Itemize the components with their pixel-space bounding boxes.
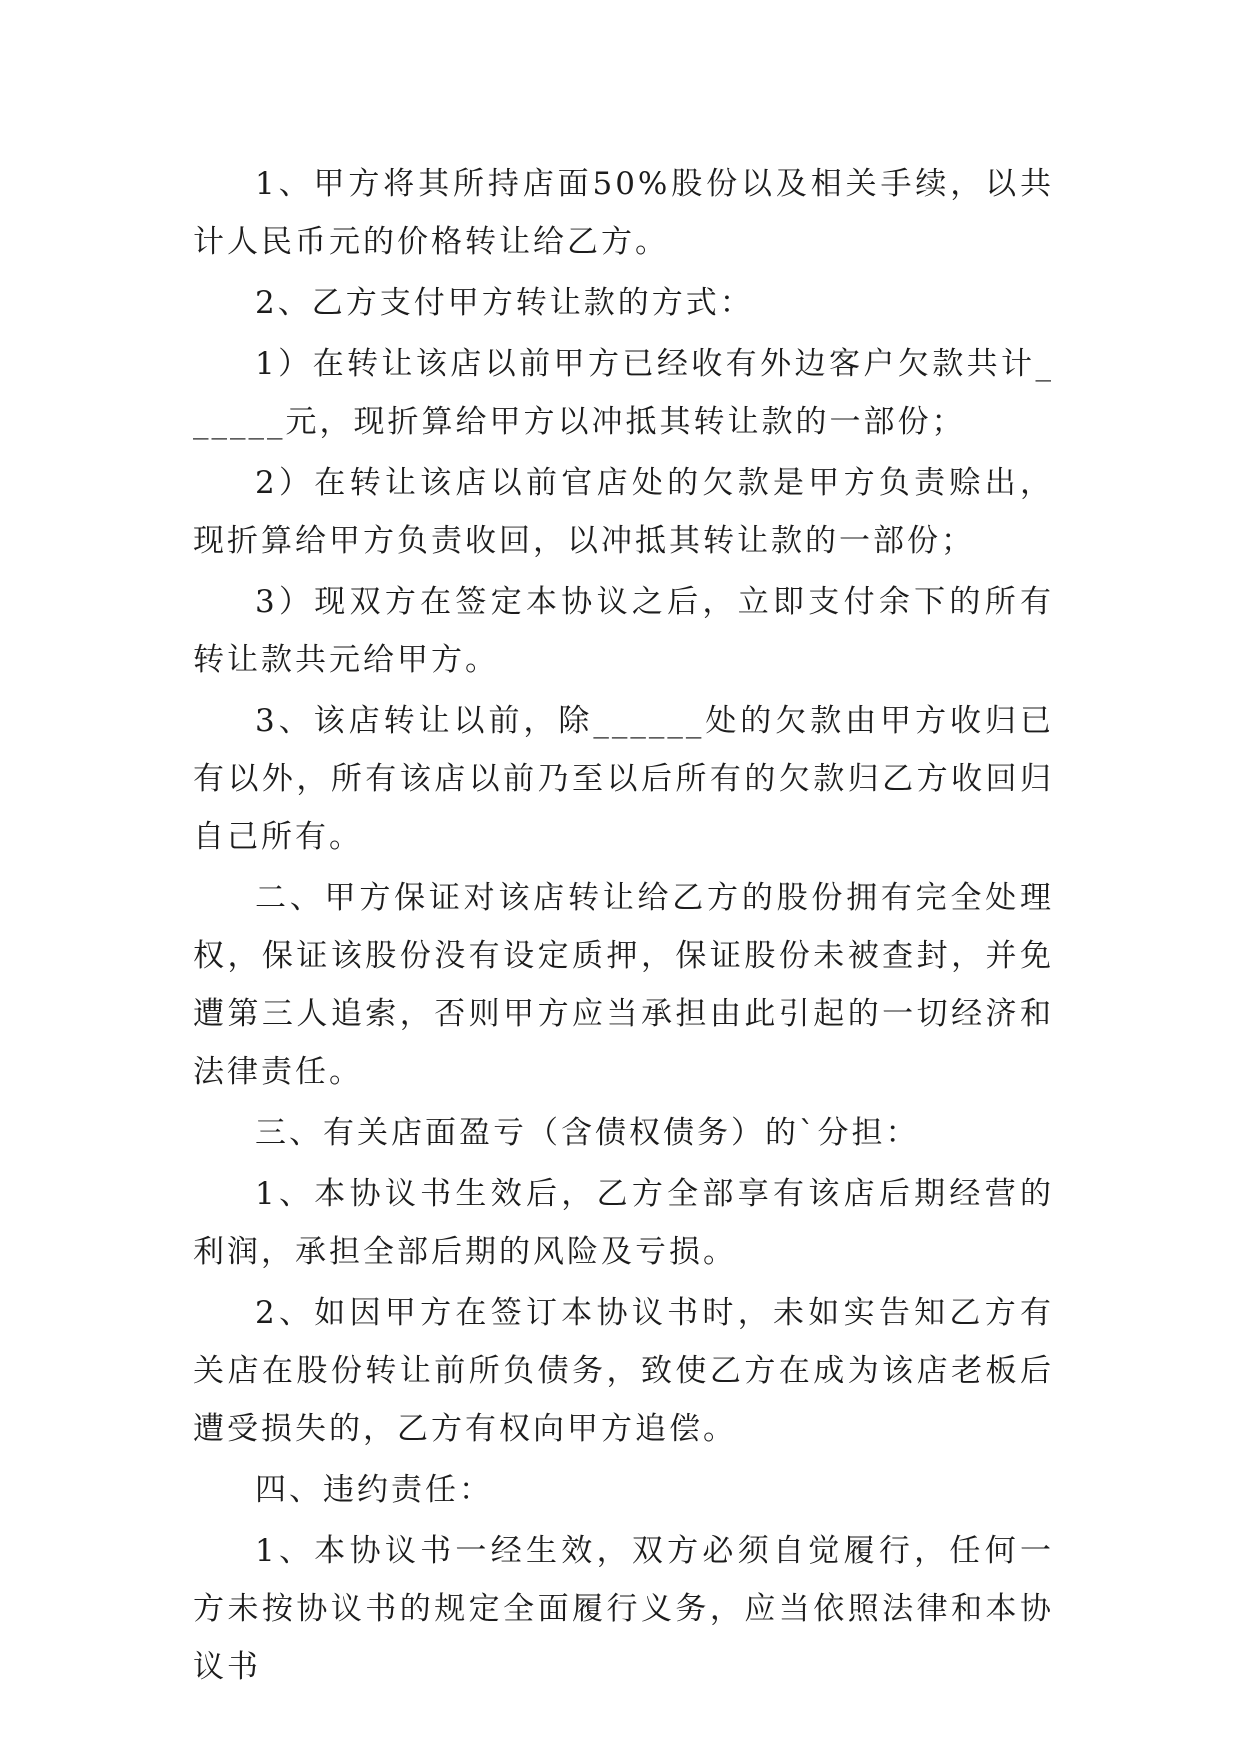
paragraph-payment-method-3: 3）现双方在签定本协议之后，立即支付余下的所有转让款共元给甲方。 <box>193 584 1054 678</box>
paragraph-section-2: 二、甲方保证对该店转让给乙方的股份拥有完全处理权，保证该股份没有设定质押，保证股份未被查封，并免遭第三人追索，否则甲方应当承担由此引起的一切经济和法律责任。 <box>193 880 1054 1090</box>
paragraph-clause-1-1: 1、甲方将其所持店面50%股份以及相关手续，以共计人民币元的价格转让给乙方。 <box>193 166 1054 260</box>
paragraph-clause-1-2: 2、乙方支付甲方转让款的方式： <box>255 285 754 321</box>
paragraph-section-3-1: 1、本协议书生效后，乙方全部享有该店后期经营的利润，承担全部后期的风险及亏损。 <box>193 1176 1054 1270</box>
paragraph-section-4-1: 1、本协议书一经生效，双方必须自觉履行，任何一方未按协议书的规定全面履行义务，应当依照法律和本协议书 <box>193 1533 1054 1685</box>
paragraph-clause-1-3: 3、该店转让以前，除______处的欠款由甲方收归已有以外，所有该店以前乃至以后所有的欠款归乙方收回归自己所有。 <box>193 703 1054 855</box>
paragraph-payment-method-2: 2）在转让该店以前官店处的欠款是甲方负责赊出，现折算给甲方负责收回，以冲抵其转让款的一部份； <box>193 465 1054 559</box>
document-page <box>193 155 1054 1699</box>
paragraph-section-4-heading: 四、违约责任： <box>255 1472 493 1508</box>
paragraph-section-3-2: 2、如因甲方在签订本协议书时，未如实告知乙方有关店在股份转让前所负债务，致使乙方在成为该店老板后遭受损失的，乙方有权向甲方追偿。 <box>193 1295 1054 1447</box>
paragraph-section-3-heading: 三、有关店面盈亏（含债权债务）的`分担： <box>255 1115 920 1151</box>
paragraph-payment-method-1: 1）在转让该店以前甲方已经收有外边客户欠款共计______元，现折算给甲方以冲抵其转让款的一部份； <box>193 346 1054 440</box>
